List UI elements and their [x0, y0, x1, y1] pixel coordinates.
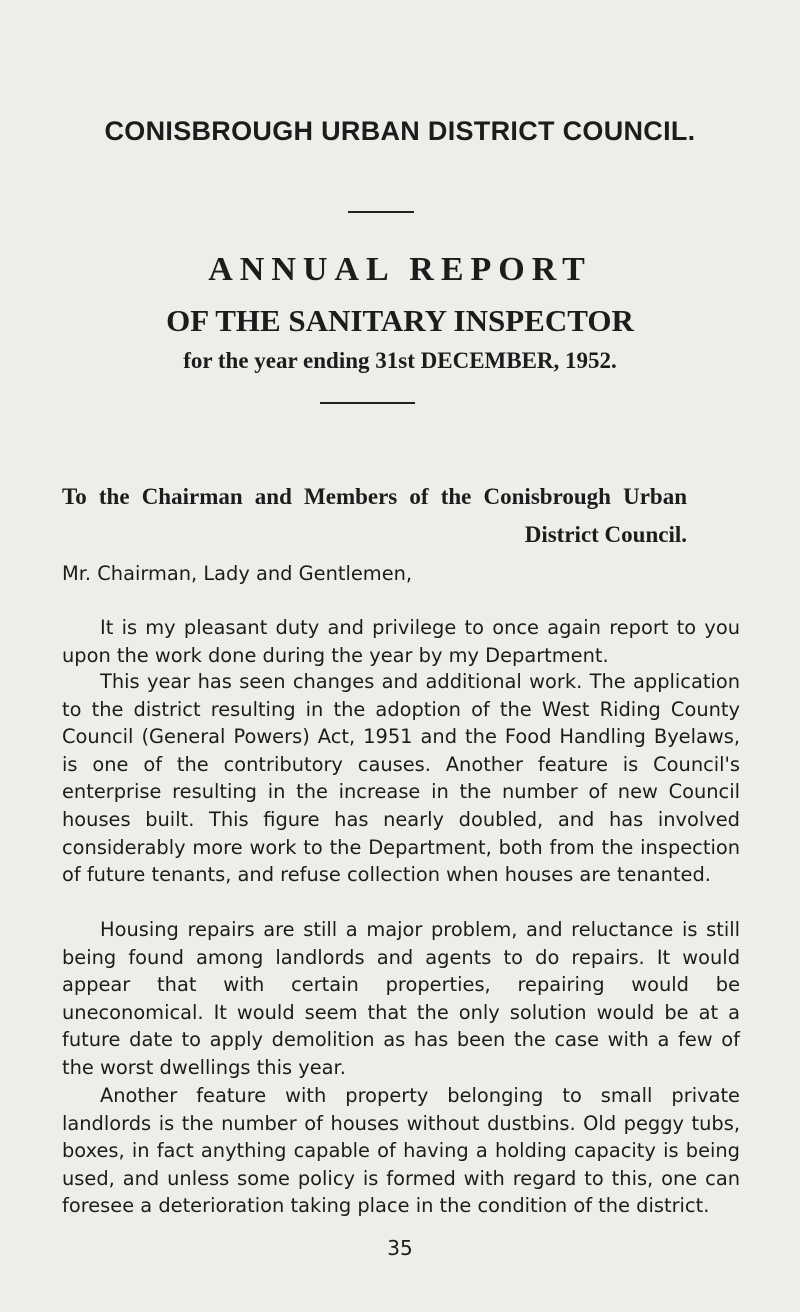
paragraph-2: This year has seen changes and additional work. The application to the district resulting in the adoption of the West Riding County Council (General Powers) Act, 1951 and the Food Handling Byelaws, is one of the contributory causes. Another feature is Council's enterprise resulting in the increase in the number of new Council houses built. This figure has nearly doubled, and has involved considerably more work to the Department, both from the inspection of future tenants, and refuse collection when houses are tenanted.: [62, 670, 740, 887]
divider-rule-bottom: [320, 402, 415, 404]
letter-salutation: Mr. Chairman, Lady and Gentlemen,: [62, 562, 413, 585]
report-subtitle: OF THE SANITARY INSPECTOR: [166, 303, 634, 338]
paragraph-3: Housing repairs are still a major problem, and reluctance is still being found among landlords and agents to do repairs. It would appear that with certain properties, repairing would be uneconomical. It would seem that the only solution would be at a future date to apply demolition as has been the case with a few of the worst dwellings this year.: [62, 918, 740, 1079]
page-number: 35: [387, 1236, 413, 1260]
paragraph-4: Another feature with property belonging to small private landlords is the number of houses without dustbins. Old peggy tubs, boxes, in fact anything capable of having a holding capacity is being used, and unless some policy is formed with regard to this, one can foresee a deterioration taking place in the condition of the district.: [62, 1084, 740, 1218]
report-period: for the year ending 31st DECEMBER, 1952.: [183, 348, 617, 373]
report-title: ANNUAL REPORT: [208, 251, 592, 288]
letter-address: To the Chairman and Members of the Conisbrough Urban District Council.: [62, 484, 687, 547]
council-title: CONISBROUGH URBAN DISTRICT COUNCIL.: [104, 116, 696, 146]
divider-rule-top: [348, 211, 414, 213]
paragraph-1: It is my pleasant duty and privilege to once again report to you upon the work done during the year by my Department.: [62, 616, 740, 667]
